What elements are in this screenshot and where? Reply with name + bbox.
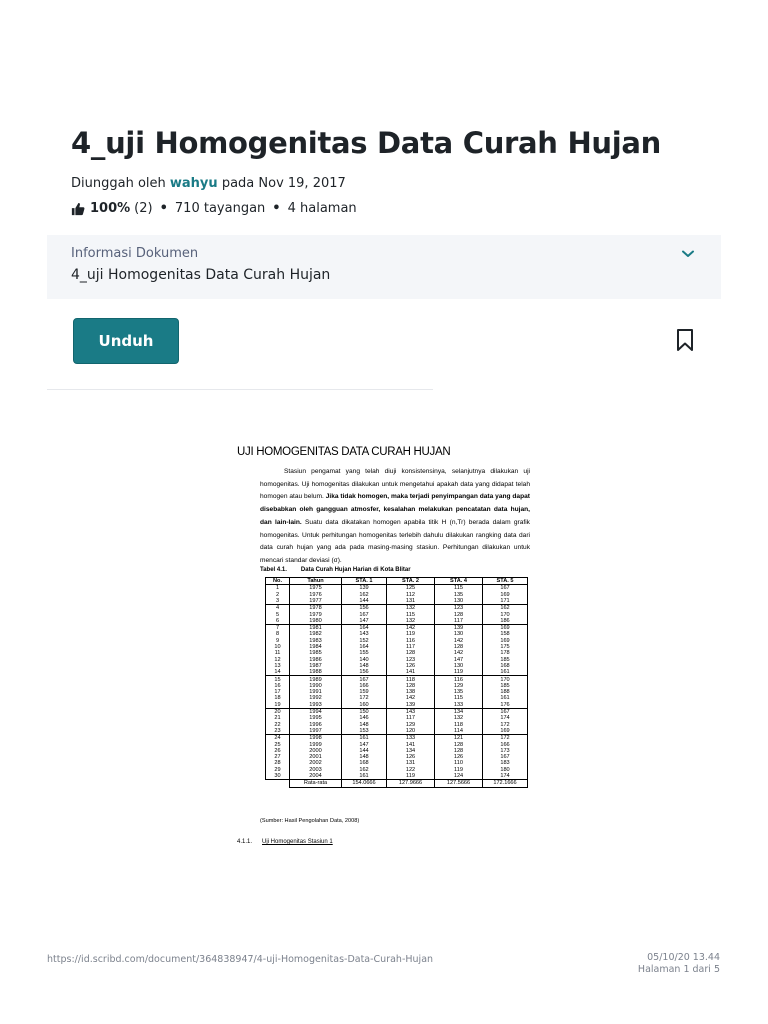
table-cell: 17 — [266, 689, 290, 695]
table-cell: 139 — [342, 585, 387, 592]
upload-date: Nov 19, 2017 — [258, 176, 346, 191]
upload-meta — [71, 176, 346, 191]
table-cell: 146 — [342, 715, 387, 721]
table-cell: 118 — [387, 676, 435, 683]
col-header-no: No. — [266, 578, 290, 585]
table-cell: 8 — [266, 631, 290, 637]
table-cell: 122 — [387, 767, 435, 773]
table-cell: 134 — [387, 748, 435, 754]
table-cell: 147 — [342, 741, 387, 747]
table-cell: 142 — [387, 625, 435, 632]
uploaded-by-label: Diunggah oleh — [71, 176, 166, 191]
table-cell: 1995 — [290, 715, 342, 721]
table-cell: 128 — [387, 650, 435, 656]
table-cell: 16 — [266, 683, 290, 689]
footer-timestamp: 05/10/20 13.44 — [647, 952, 720, 963]
table-cell: 166 — [342, 683, 387, 689]
date-prefix: pada — [221, 176, 255, 191]
table-row — [266, 708, 528, 715]
average-value: 154.0666 — [342, 780, 387, 787]
table-cell: 172 — [342, 695, 387, 701]
table-row — [266, 773, 528, 780]
table-cell: 129 — [435, 683, 483, 689]
table-cell: 148 — [342, 663, 387, 669]
average-label: Rata-rata — [290, 780, 342, 787]
table-cell: 7 — [266, 625, 290, 632]
table-cell: 110 — [435, 760, 483, 766]
table-cell: 1991 — [290, 689, 342, 695]
col-header-sta5: STA. 5 — [483, 578, 528, 585]
table-cell: 185 — [483, 683, 528, 689]
table-cell: 120 — [387, 728, 435, 735]
table-cell: 162 — [483, 605, 528, 612]
table-cell: 186 — [483, 618, 528, 625]
table-cell: 188 — [483, 689, 528, 695]
table-cell: 141 — [387, 741, 435, 747]
info-panel-value: 4_uji Homogenitas Data Curah Hujan — [71, 267, 331, 283]
table-cell: 117 — [387, 715, 435, 721]
table-cell: 1982 — [290, 631, 342, 637]
divider — [47, 389, 433, 390]
table-cell: 161 — [483, 669, 528, 676]
table-row — [266, 625, 528, 632]
table-cell: 121 — [435, 735, 483, 742]
table-cell: 1987 — [290, 663, 342, 669]
table-cell: 129 — [387, 722, 435, 728]
table-cell: 27 — [266, 754, 290, 760]
table-cell: 6 — [266, 618, 290, 625]
table-cell: 126 — [387, 754, 435, 760]
col-header-year: Tahun — [290, 578, 342, 585]
table-row — [266, 676, 528, 683]
table-cell: 147 — [435, 657, 483, 663]
table-cell: 167 — [342, 676, 387, 683]
table-cell: 173 — [483, 748, 528, 754]
table-cell: 3 — [266, 598, 290, 605]
table-cell: 21 — [266, 715, 290, 721]
table-cell: 176 — [483, 702, 528, 709]
table-cell: 169 — [483, 638, 528, 644]
table-cell: 26 — [266, 748, 290, 754]
table-cell: 117 — [387, 644, 435, 650]
table-cell: 131 — [387, 598, 435, 605]
separator-dot: • — [272, 201, 281, 216]
table-cell: 152 — [342, 638, 387, 644]
table-cell: 24 — [266, 735, 290, 742]
table-number: Tabel 4.1. — [260, 567, 287, 573]
table-cell: 5 — [266, 611, 290, 617]
average-value: 127.9666 — [387, 780, 435, 787]
table-cell: 164 — [342, 644, 387, 650]
table-cell: 169 — [483, 592, 528, 598]
table-caption — [260, 567, 411, 573]
table-cell: 124 — [435, 773, 483, 780]
table-cell: 123 — [387, 657, 435, 663]
table-header-row — [266, 578, 528, 585]
table-cell: 139 — [435, 625, 483, 632]
document-stats — [71, 201, 357, 216]
table-cell: 1981 — [290, 625, 342, 632]
table-cell: 148 — [342, 722, 387, 728]
table-cell: 133 — [435, 702, 483, 709]
table-cell: 12 — [266, 657, 290, 663]
table-cell: 141 — [387, 669, 435, 676]
page-paragraph — [260, 466, 530, 568]
paragraph-text: Suatu data dikatakan homogen apabila titik H (n,Tr) berada dalam grafik homogenitas. Untuk perhitungan homogenitas terlebih dahulu dilakukan rangking data dari data curah hujan yang ada pada masing-masing stasiun. Perhitungan dilakukan untuk mencari standar deviasi (σ). — [260, 518, 530, 564]
table-row — [266, 735, 528, 742]
table-cell: 112 — [387, 592, 435, 598]
table-cell: 153 — [342, 728, 387, 735]
table-cell: 123 — [435, 605, 483, 612]
table-cell: 2003 — [290, 767, 342, 773]
table-cell: 22 — [266, 722, 290, 728]
table-cell: 160 — [342, 702, 387, 709]
table-cell: 128 — [435, 748, 483, 754]
table-cell: 1993 — [290, 702, 342, 709]
table-cell: 30 — [266, 773, 290, 780]
table-cell: 114 — [435, 728, 483, 735]
table-cell: 168 — [483, 663, 528, 669]
table-cell: 2001 — [290, 754, 342, 760]
download-button[interactable]: Unduh — [73, 318, 179, 364]
table-cell: 119 — [387, 631, 435, 637]
table-cell: 142 — [387, 695, 435, 701]
table-cell: 133 — [387, 735, 435, 742]
table-cell: 128 — [435, 611, 483, 617]
table-cell: 1986 — [290, 657, 342, 663]
table-cell: 1979 — [290, 611, 342, 617]
table-cell: 19 — [266, 702, 290, 709]
table-cell: 115 — [435, 695, 483, 701]
table-cell: 155 — [342, 650, 387, 656]
paragraph-bold-text: Jika tidak homogen, maka terjadi penyimpangan data yang dapat disebabkan oleh gangguan atmosfer, kesalahan melakukan pencatatan data hujan, dan lain-lain. — [260, 493, 530, 526]
table-cell: 1994 — [290, 708, 342, 715]
table-cell: 4 — [266, 605, 290, 612]
table-cell: 1999 — [290, 741, 342, 747]
table-cell: 138 — [387, 689, 435, 695]
table-cell: 1983 — [290, 638, 342, 644]
table-cell: 126 — [387, 663, 435, 669]
table-row — [266, 669, 528, 676]
table-cell: 161 — [342, 735, 387, 742]
table-cell: 143 — [342, 631, 387, 637]
rating-percent: 100% — [90, 201, 131, 216]
table-cell: 135 — [435, 689, 483, 695]
table-cell: 162 — [342, 767, 387, 773]
table-cell: 128 — [387, 683, 435, 689]
table-cell: 115 — [387, 611, 435, 617]
table-cell: 116 — [387, 638, 435, 644]
view-count: 710 tayangan — [174, 201, 266, 216]
table-cell: 126 — [435, 754, 483, 760]
table-source: (Sumber: Hasil Pengolahan Data, 2008) — [260, 818, 360, 824]
table-cell: 134 — [435, 708, 483, 715]
table-cell: 2 — [266, 592, 290, 598]
table-cell: 1977 — [290, 598, 342, 605]
table-cell: 2002 — [290, 760, 342, 766]
page-heading: UJI HOMOGENITAS DATA CURAH HUJAN — [237, 446, 451, 458]
table-cell: 175 — [483, 644, 528, 650]
info-panel-label: Informasi Dokumen — [71, 246, 199, 261]
table-cell: 168 — [342, 760, 387, 766]
table-cell: 117 — [435, 618, 483, 625]
table-cell: 161 — [483, 695, 528, 701]
table-cell: 118 — [435, 722, 483, 728]
table-cell: 14 — [266, 669, 290, 676]
table-cell: 132 — [435, 715, 483, 721]
table-cell: 170 — [483, 676, 528, 683]
table-cell: 1978 — [290, 605, 342, 612]
col-header-sta1: STA. 1 — [342, 578, 387, 585]
table-cell: 130 — [435, 598, 483, 605]
table-cell: 185 — [483, 657, 528, 663]
table-cell: 119 — [435, 669, 483, 676]
table-cell: 159 — [342, 689, 387, 695]
table-cell: 167 — [483, 708, 528, 715]
table-row — [266, 585, 528, 592]
table-cell: 142 — [435, 650, 483, 656]
table-cell: 119 — [435, 767, 483, 773]
table-cell: 28 — [266, 760, 290, 766]
document-title: 4_uji Homogenitas Data Curah Hujan — [71, 126, 662, 160]
table-cell: 156 — [342, 669, 387, 676]
table-cell: 1 — [266, 585, 290, 592]
table-cell: 115 — [435, 585, 483, 592]
table-cell: 167 — [483, 754, 528, 760]
table-cell: 172 — [483, 722, 528, 728]
average-value: 127.5666 — [435, 780, 483, 787]
table-row — [266, 605, 528, 612]
separator-dot: • — [159, 201, 168, 216]
table-cell: 1990 — [290, 683, 342, 689]
table-cell: 1989 — [290, 676, 342, 683]
table-cell: 25 — [266, 741, 290, 747]
table-cell: 167 — [342, 611, 387, 617]
table-cell: 161 — [342, 773, 387, 780]
table-cell: 158 — [483, 631, 528, 637]
table-cell: 147 — [342, 618, 387, 625]
table-cell: 9 — [266, 638, 290, 644]
table-cell: 1984 — [290, 644, 342, 650]
table-cell: 162 — [342, 592, 387, 598]
table-cell: 13 — [266, 663, 290, 669]
table-cell: 156 — [342, 605, 387, 612]
table-cell: 2004 — [290, 773, 342, 780]
table-cell: 178 — [483, 650, 528, 656]
col-header-sta4: STA. 4 — [435, 578, 483, 585]
table-row — [266, 598, 528, 605]
table-cell: 135 — [435, 592, 483, 598]
table-cell: 1996 — [290, 722, 342, 728]
table-cell: 169 — [483, 728, 528, 735]
table-row — [266, 728, 528, 735]
table-cell: 164 — [342, 625, 387, 632]
table-cell: 132 — [387, 618, 435, 625]
table-cell: 174 — [483, 773, 528, 780]
footer-page-info: Halaman 1 dari 5 — [637, 964, 720, 975]
table-cell: 132 — [387, 605, 435, 612]
table-cell: 29 — [266, 767, 290, 773]
table-cell: 174 — [483, 715, 528, 721]
table-cell: 130 — [435, 631, 483, 637]
table-cell: 144 — [342, 598, 387, 605]
table-cell: 116 — [435, 676, 483, 683]
table-cell: 170 — [483, 611, 528, 617]
table-cell: 150 — [342, 708, 387, 715]
table-cell: 128 — [435, 741, 483, 747]
table-cell: 180 — [483, 767, 528, 773]
table-cell: 1998 — [290, 735, 342, 742]
table-cell: 169 — [483, 625, 528, 632]
table-cell: 171 — [483, 598, 528, 605]
chevron-down-icon[interactable] — [681, 249, 695, 259]
table-cell: 148 — [342, 754, 387, 760]
table-cell: 1988 — [290, 669, 342, 676]
footer-info — [638, 952, 720, 976]
table-title: Data Curah Hujan Harian di Kota Blitar — [300, 567, 411, 573]
table-cell: 1992 — [290, 695, 342, 701]
average-value: 172.1666 — [483, 780, 528, 787]
table-cell: 15 — [266, 676, 290, 683]
table-cell: 167 — [483, 585, 528, 592]
table-cell: 1985 — [290, 650, 342, 656]
author-link[interactable]: wahyu — [169, 176, 218, 191]
table-cell: 131 — [387, 760, 435, 766]
table-cell: 172 — [483, 735, 528, 742]
table-cell: 1975 — [290, 585, 342, 592]
rating-count: (2) — [134, 201, 153, 216]
subsection-heading — [237, 839, 333, 845]
col-header-sta2: STA. 2 — [387, 578, 435, 585]
table-cell: 140 — [342, 657, 387, 663]
table-cell: 166 — [483, 741, 528, 747]
table-average-row — [266, 780, 528, 787]
table-cell: 130 — [435, 663, 483, 669]
table-cell: 144 — [342, 748, 387, 754]
subsection-number: 4.1.1. — [237, 839, 253, 845]
table-cell: 128 — [435, 644, 483, 650]
page-count: 4 halaman — [287, 201, 357, 216]
table-cell: 20 — [266, 708, 290, 715]
table-cell: 139 — [387, 702, 435, 709]
table-cell: 143 — [387, 708, 435, 715]
table-cell: 18 — [266, 695, 290, 701]
table-cell: 183 — [483, 760, 528, 766]
footer-url: https://id.scribd.com/document/364838947/4-uji-Homogenitas-Data-Curah-Hujan — [47, 954, 434, 965]
table-cell: 11 — [266, 650, 290, 656]
table-cell: 10 — [266, 644, 290, 650]
table-row — [266, 618, 528, 625]
table-cell: 1997 — [290, 728, 342, 735]
table-row — [266, 702, 528, 709]
table-cell: 1980 — [290, 618, 342, 625]
table-cell: 125 — [387, 585, 435, 592]
thumbs-up-icon[interactable] — [71, 202, 85, 216]
paragraph-text: Stasiun pengamat yang telah diuji konsistensinya, selanjutnya dilakukan uji homogenitas. Uji homogenitas dilakukan untuk mengetahui apakah data yang didapat telah homogen atau belum. — [260, 468, 530, 501]
rainfall-table — [265, 577, 528, 788]
subsection-title: Uji Homogenitas Stasiun 1 — [262, 839, 333, 845]
bookmark-icon[interactable] — [675, 328, 695, 352]
table-cell: 1976 — [290, 592, 342, 598]
table-cell: 142 — [435, 638, 483, 644]
document-info-panel[interactable] — [47, 235, 721, 299]
table-cell: 2000 — [290, 748, 342, 754]
table-cell: 23 — [266, 728, 290, 735]
table-cell: 119 — [387, 773, 435, 780]
